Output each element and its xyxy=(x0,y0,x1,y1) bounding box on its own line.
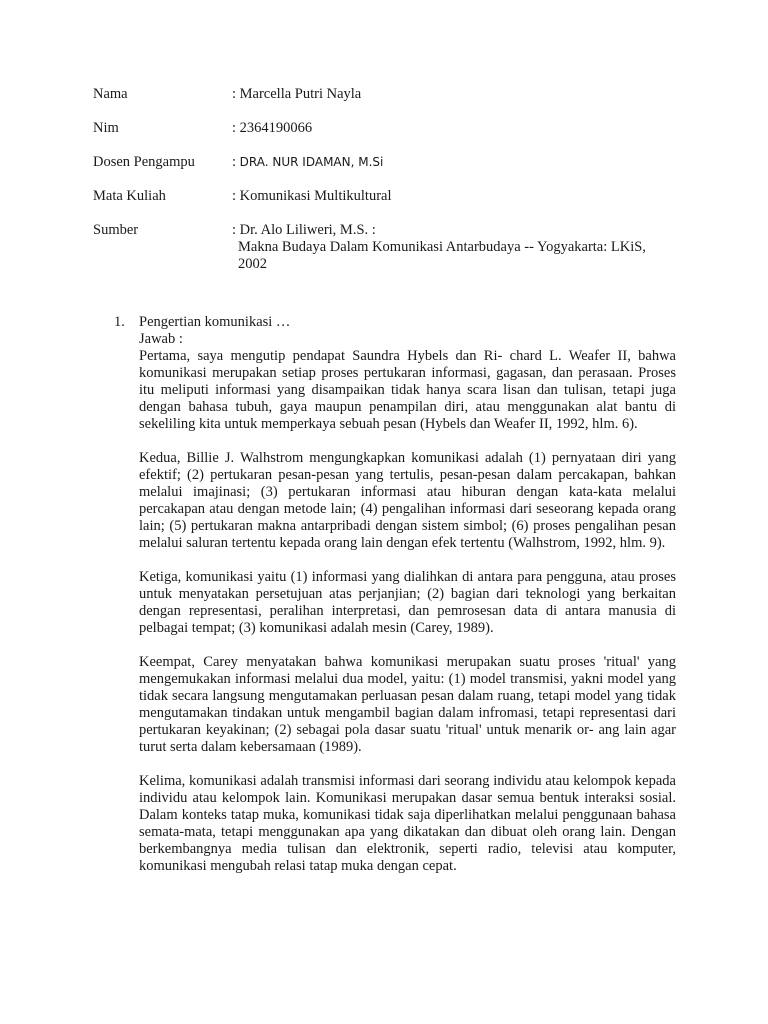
nama-label: Nama xyxy=(93,86,128,102)
paragraph-ketiga: Ketiga, komunikasi yaitu (1) informasi yang dialihkan di antara para pengguna, atau proses untuk menyatakan persetujuan atas perjanjian; (2) bagian dari teknologi yang berkaitan dengan representasi, peralihan interpretasi, dan pemrosesan data di antara manusia di pelbagai tempat; (3) komunikasi adalah mesin (Carey, 1989). xyxy=(139,569,676,636)
sumber-value-wrap xyxy=(232,222,693,273)
row-nama xyxy=(93,86,693,103)
matkul-label: Mata Kuliah xyxy=(93,188,166,204)
nama-value: : Marcella Putri Nayla xyxy=(232,86,362,102)
row-dosen xyxy=(93,154,693,171)
question-title: Pengertian komunikasi … xyxy=(139,314,291,330)
dosen-value-wrap xyxy=(232,154,693,171)
matkul-value: : Komunikasi Multikultural xyxy=(232,188,392,204)
sumber-label: Sumber xyxy=(93,222,139,238)
row-matkul xyxy=(93,188,693,205)
paragraph-kelima: Kelima, komunikasi adalah transmisi informasi dari seorang individu atau kelompok kepada individu atau kelompok lain. Komunikasi merupakan dasar semua bentuk interaksi sosial. Dalam konteks tatap muka, komunikasi tidak saja diperlihatkan melalui penggunaan bahasa semata-mata, tetapi menggunakan apa yang dikatakan dan dibuat oleh orang lain. Dengan berkembangnya media tulisan dan elektronik, seperti radio, televisi atau komputer, komunikasi mengubah relasi tatap muka dengan cepat. xyxy=(139,773,676,874)
item-number: 1. xyxy=(114,314,125,330)
paragraph-keempat: Keempat, Carey menyatakan bahwa komunikasi merupakan suatu proses 'ritual' yang mengemukakan informasi melalui dua model, yaitu: (1) model transmisi, yakni model yang tidak secara langsung mengutamakan perluasan pesan dalam ruang, tetapi model yang tidak mengutamakan tindakan untuk mengambil bagian dalam infromasi, tetapi representasi dari pertukaran keyakinan; (2) sebagai pola dasar suatu 'ritual' untuk menarik or- ang lain agar turut serta dalam kebersamaan (1989). xyxy=(139,654,676,755)
row-sumber xyxy=(93,222,693,273)
sumber-value: : Dr. Alo Liliweri, M.S. : xyxy=(232,222,376,238)
sumber-value-cont: Makna Budaya Dalam Komunikasi Antarbudaya -- Yogyakarta: LKiS, 2002 xyxy=(238,239,646,272)
jawab-label: Jawab : xyxy=(139,331,183,347)
paragraph-pertama: Pertama, saya mengutip pendapat Saundra Hybels dan Ri- chard L. Weafer II, bahwa komunikasi merupakan setiap proses pertukaran informasi, gagasan, dan perasaan. Proses itu meliputi informasi yang disampaikan tidak hanya scara lisan dan tulisan, tetapi juga dengan bahasa tubuh, gaya maupun penampilan diri, atau menggunakan alat bantu di sekeliling kita untuk memperkaya sebuah pesan (Hybels dan Weafer II, 1992, hlm. 6). xyxy=(139,348,676,432)
dosen-label: Dosen Pengampu xyxy=(93,154,195,170)
identity-header xyxy=(93,86,693,290)
list-item xyxy=(114,314,676,892)
question-list xyxy=(114,314,676,892)
dosen-colon: : xyxy=(232,154,240,170)
nim-value: : 2364190066 xyxy=(232,120,313,136)
row-nim xyxy=(93,120,693,137)
item-body xyxy=(139,314,676,892)
paragraph-kedua: Kedua, Billie J. Walhstrom mengungkapkan komunikasi adalah (1) pernyataan diri yang efektif; (2) pertukaran pesan-pesan yang tertulis, pesan-pesan dalam percakapan, bahkan melalui imajinasi; (3) pertukaran informasi atau hiburan dengan kata-kata melalui percakapan atau dengan metode lain; (4) pengalihan informasi dari seseorang kepada orang lain; (5) pertukaran makna antarpribadi dengan sistem simbol; (6) proses pengalihan pesan melalui saluran tertentu kepada orang lain dengan efek tertentu (Walhstrom, 1992, hlm. 9). xyxy=(139,450,676,551)
dosen-value: DRA. NUR IDAMAN, M.Si xyxy=(239,155,384,169)
nim-label: Nim xyxy=(93,120,119,136)
